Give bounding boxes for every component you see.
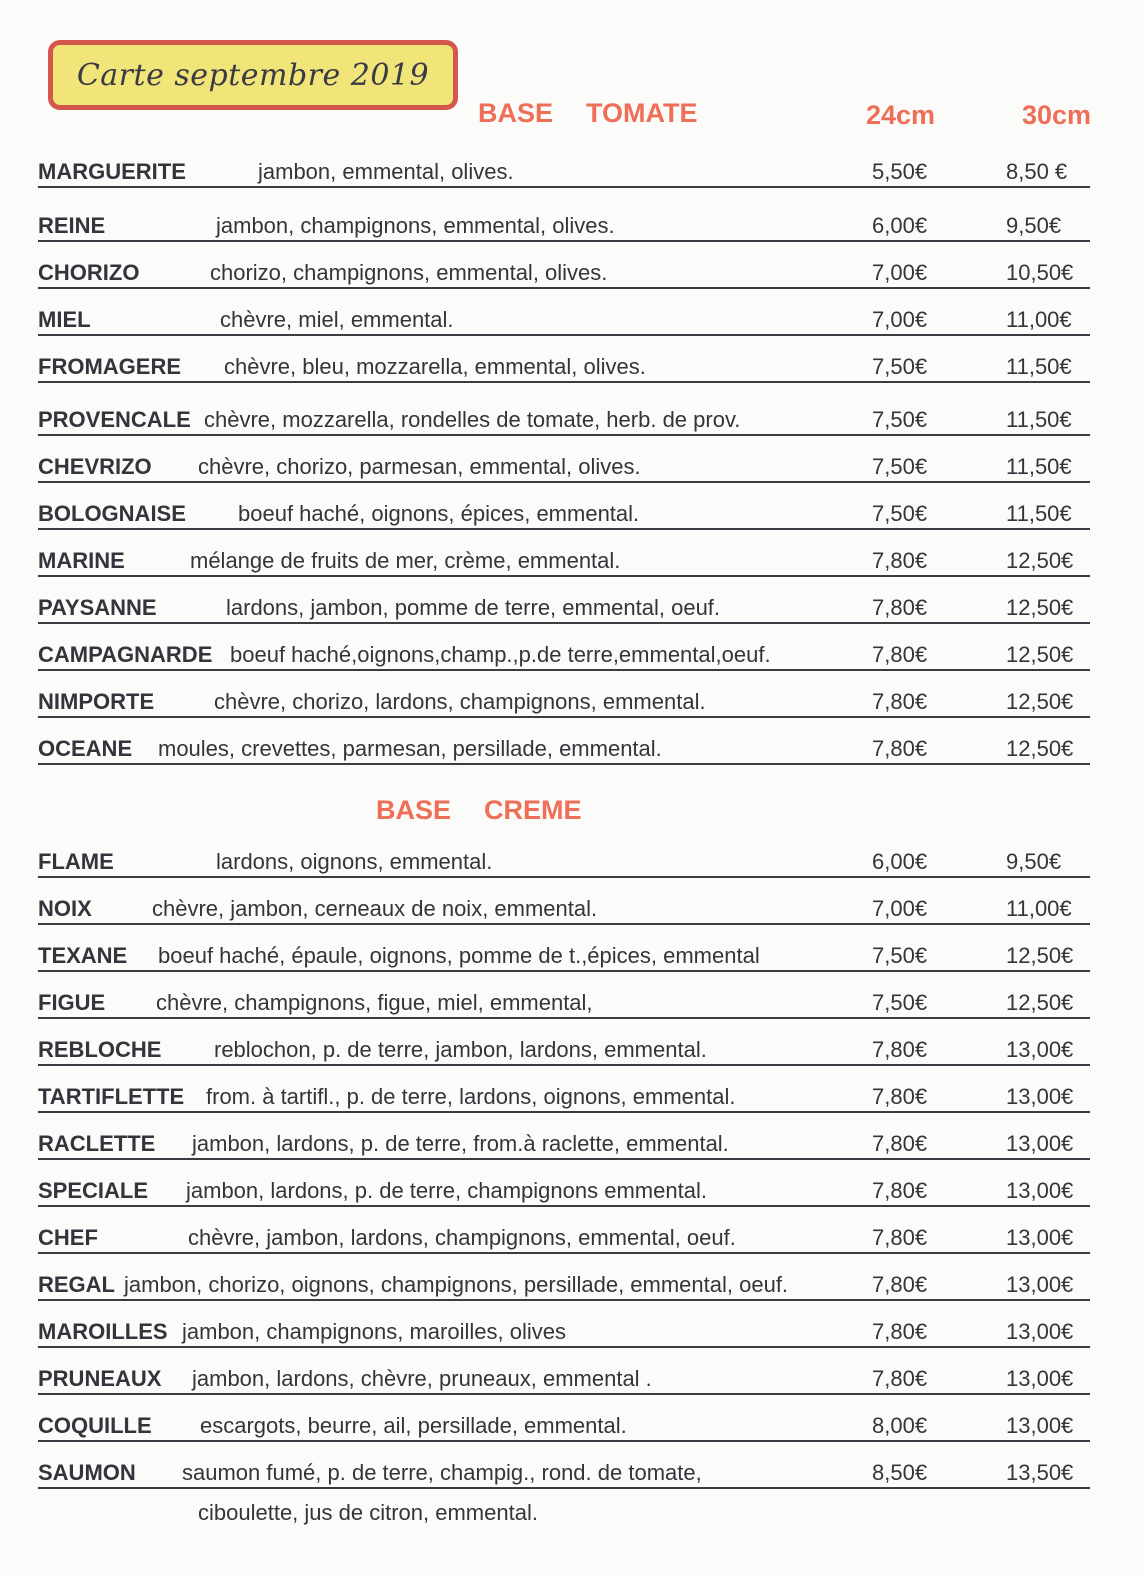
pizza-ingredients: jambon, emmental, olives. (258, 159, 514, 184)
price-24cm: 7,50€ (872, 990, 928, 1015)
pizza-ingredients: jambon, chorizo, oignons, champignons, persillade, emmental, oeuf. (124, 1272, 789, 1297)
price-30cm: 13,00€ (1006, 1366, 1074, 1391)
saumon-desc-continuation: ciboulette, jus de citron, emmental. (198, 1500, 538, 1525)
price-24cm: 6,00€ (872, 213, 928, 238)
price-24cm: 7,00€ (872, 260, 928, 285)
pizza-name: PROVENCALE (38, 407, 191, 432)
pizza-name: MARINE (38, 548, 125, 573)
pizza-name: CHEF (38, 1225, 98, 1250)
pizza-ingredients: chèvre, mozzarella, rondelles de tomate, herb. de prov. (204, 407, 741, 432)
tomate-row (38, 158, 1090, 188)
price-30cm: 12,50€ (1006, 548, 1074, 573)
pizza-name: PRUNEAUX (38, 1366, 162, 1391)
pizza-ingredients: chèvre, chorizo, lardons, champignons, emmental. (214, 689, 706, 714)
price-24cm: 8,00€ (872, 1413, 928, 1438)
price-24cm: 7,50€ (872, 354, 928, 379)
tomate-row (38, 212, 1090, 242)
price-24cm: 7,50€ (872, 501, 928, 526)
price-30cm: 13,00€ (1006, 1272, 1074, 1297)
pizza-ingredients: chorizo, champignons, emmental, olives. (210, 260, 608, 285)
pizza-name: NIMPORTE (38, 689, 155, 714)
pizza-ingredients: from. à tartifl., p. de terre, lardons, oignons, emmental. (206, 1084, 736, 1109)
price-24cm: 7,00€ (872, 307, 928, 332)
pizza-name: REGAL (38, 1272, 115, 1297)
price-30cm: 13,00€ (1006, 1319, 1074, 1344)
price-24cm: 5,50€ (872, 159, 928, 184)
creme-base-label: BASE (376, 795, 452, 825)
pizza-ingredients: lardons, jambon, pomme de terre, emmental, oeuf. (226, 595, 721, 620)
pizza-name: MIEL (38, 307, 91, 332)
pizza-ingredients: jambon, champignons, maroilles, olives (182, 1319, 566, 1344)
menu-title-box (48, 40, 458, 110)
price-30cm: 11,50€ (1006, 407, 1072, 432)
pizza-ingredients: moules, crevettes, parmesan, persillade, emmental. (158, 736, 662, 761)
pizza-ingredients: chèvre, champignons, figue, miel, emmental, (156, 990, 593, 1015)
price-24cm: 7,80€ (872, 1037, 928, 1062)
price-30cm: 12,50€ (1006, 736, 1074, 761)
price-30cm: 12,50€ (1006, 689, 1074, 714)
price-24cm: 7,50€ (872, 943, 928, 968)
pizza-ingredients: chèvre, chorizo, parmesan, emmental, olives. (198, 454, 641, 479)
pizza-name: MARGUERITE (38, 159, 186, 184)
pizza-ingredients: chèvre, jambon, cerneaux de noix, emmental. (152, 896, 598, 921)
price-24cm: 7,80€ (872, 1272, 928, 1297)
creme-type-label: CREME (484, 795, 582, 825)
price-30cm: 12,50€ (1006, 595, 1074, 620)
pizza-name: FLAME (38, 849, 114, 874)
pizza-ingredients: jambon, lardons, chèvre, pruneaux, emmental . (192, 1366, 652, 1391)
price-24cm: 7,80€ (872, 1225, 928, 1250)
tomate-row (38, 353, 1090, 383)
pizza-name: BOLOGNAISE (38, 501, 186, 526)
price-24cm: 7,50€ (872, 407, 928, 432)
pizza-ingredients: escargots, beurre, ail, persillade, emmental. (200, 1413, 627, 1438)
pizza-name: REINE (38, 213, 106, 238)
price-24cm: 7,50€ (872, 454, 928, 479)
price-30cm: 11,00€ (1006, 896, 1072, 921)
price-24cm: 7,80€ (872, 689, 928, 714)
price-30cm: 9,50€ (1006, 849, 1062, 874)
pizza-name: REBLOCHE (38, 1037, 162, 1062)
price-30cm: 9,50€ (1006, 213, 1062, 238)
price-30cm: 11,00€ (1006, 307, 1072, 332)
pizza-name: CHEVRIZO (38, 454, 152, 479)
creme-row (38, 1318, 1090, 1348)
pizza-ingredients: jambon, lardons, p. de terre, from.à raclette, emmental. (192, 1131, 729, 1156)
tomate-row (38, 500, 1090, 530)
creme-row (38, 1459, 1090, 1489)
creme-row (38, 895, 1090, 925)
creme-row (38, 1224, 1090, 1254)
price-30cm: 10,50€ (1006, 260, 1074, 285)
pizza-name: CAMPAGNARDE (38, 642, 213, 667)
pizza-name: COQUILLE (38, 1413, 152, 1438)
price-24cm: 6,00€ (872, 849, 928, 874)
tomate-row (38, 453, 1090, 483)
price-24cm: 7,80€ (872, 1084, 928, 1109)
creme-row (38, 1083, 1090, 1113)
pizza-name: SPECIALE (38, 1178, 149, 1203)
creme-row (38, 848, 1090, 878)
price-30cm: 11,50€ (1006, 354, 1072, 379)
creme-row (38, 1271, 1090, 1301)
price-30cm: 13,00€ (1006, 1131, 1074, 1156)
pizza-ingredients: reblochon, p. de terre, jambon, lardons, emmental. (214, 1037, 707, 1062)
price-24cm: 7,80€ (872, 1319, 928, 1344)
pizza-name: SAUMON (38, 1460, 136, 1485)
price-24cm: 7,80€ (872, 642, 928, 667)
pizza-ingredients: boeuf haché, épaule, oignons, pomme de t.,épices, emmental (158, 943, 760, 968)
pizza-ingredients: boeuf haché, oignons, épices, emmental. (238, 501, 640, 526)
price-24cm: 7,00€ (872, 896, 928, 921)
tomate-row (38, 406, 1090, 436)
menu-title: Carte septembre 2019 (76, 57, 430, 93)
tomate-row (38, 735, 1090, 765)
pizza-name: FIGUE (38, 990, 106, 1015)
creme-row (38, 1412, 1090, 1442)
price-30cm: 13,00€ (1006, 1413, 1074, 1438)
pizza-ingredients: lardons, oignons, emmental. (216, 849, 493, 874)
price-24cm: 7,80€ (872, 1178, 928, 1203)
price-30cm: 13,00€ (1006, 1037, 1074, 1062)
tomate-row (38, 688, 1090, 718)
tomate-base-label: BASE (478, 98, 554, 128)
pizza-name: NOIX (38, 896, 92, 921)
price-30cm: 8,50 € (1006, 159, 1068, 184)
pizza-name: TARTIFLETTE (38, 1084, 185, 1109)
creme-row (38, 1036, 1090, 1066)
creme-row (38, 989, 1090, 1019)
pizza-ingredients: chèvre, miel, emmental. (220, 307, 454, 332)
price-30cm: 12,50€ (1006, 642, 1074, 667)
price-30cm: 12,50€ (1006, 943, 1074, 968)
price-24cm: 7,80€ (872, 736, 928, 761)
size-24-header: 24cm (866, 100, 936, 130)
price-30cm: 13,00€ (1006, 1178, 1074, 1203)
tomate-row (38, 547, 1090, 577)
price-24cm: 8,50€ (872, 1460, 928, 1485)
tomate-row (38, 306, 1090, 336)
tomate-row (38, 259, 1090, 289)
pizza-name: FROMAGERE (38, 354, 181, 379)
pizza-name: RACLETTE (38, 1131, 156, 1156)
price-30cm: 13,00€ (1006, 1084, 1074, 1109)
price-24cm: 7,80€ (872, 548, 928, 573)
pizza-ingredients: jambon, champignons, emmental, olives. (216, 213, 615, 238)
pizza-name: TEXANE (38, 943, 128, 968)
price-30cm: 13,50€ (1006, 1460, 1074, 1485)
tomate-type-label: TOMATE (586, 98, 698, 128)
price-24cm: 7,80€ (872, 1366, 928, 1391)
creme-row (38, 1130, 1090, 1160)
creme-row (38, 1365, 1090, 1395)
pizza-name: MAROILLES (38, 1319, 168, 1344)
size-30-header: 30cm (1022, 100, 1092, 130)
pizza-ingredients: chèvre, bleu, mozzarella, emmental, olives. (224, 354, 646, 379)
pizza-ingredients: chèvre, jambon, lardons, champignons, emmental, oeuf. (188, 1225, 736, 1250)
pizza-ingredients: jambon, lardons, p. de terre, champignons emmental. (186, 1178, 707, 1203)
price-24cm: 7,80€ (872, 1131, 928, 1156)
pizza-name: OCEANE (38, 736, 133, 761)
price-30cm: 11,50€ (1006, 454, 1072, 479)
tomate-row (38, 594, 1090, 624)
price-30cm: 12,50€ (1006, 990, 1074, 1015)
price-30cm: 11,50€ (1006, 501, 1072, 526)
creme-row (38, 1177, 1090, 1207)
price-24cm: 7,80€ (872, 595, 928, 620)
pizza-name: PAYSANNE (38, 595, 157, 620)
pizza-name: CHORIZO (38, 260, 140, 285)
tomate-row (38, 641, 1090, 671)
pizza-ingredients: mélange de fruits de mer, crème, emmental. (190, 548, 621, 573)
pizza-ingredients: saumon fumé, p. de terre, champig., rond. de tomate, (182, 1460, 702, 1485)
price-30cm: 13,00€ (1006, 1225, 1074, 1250)
pizza-ingredients: boeuf haché,oignons,champ.,p.de terre,emmental,oeuf. (230, 642, 771, 667)
creme-row (38, 942, 1090, 972)
